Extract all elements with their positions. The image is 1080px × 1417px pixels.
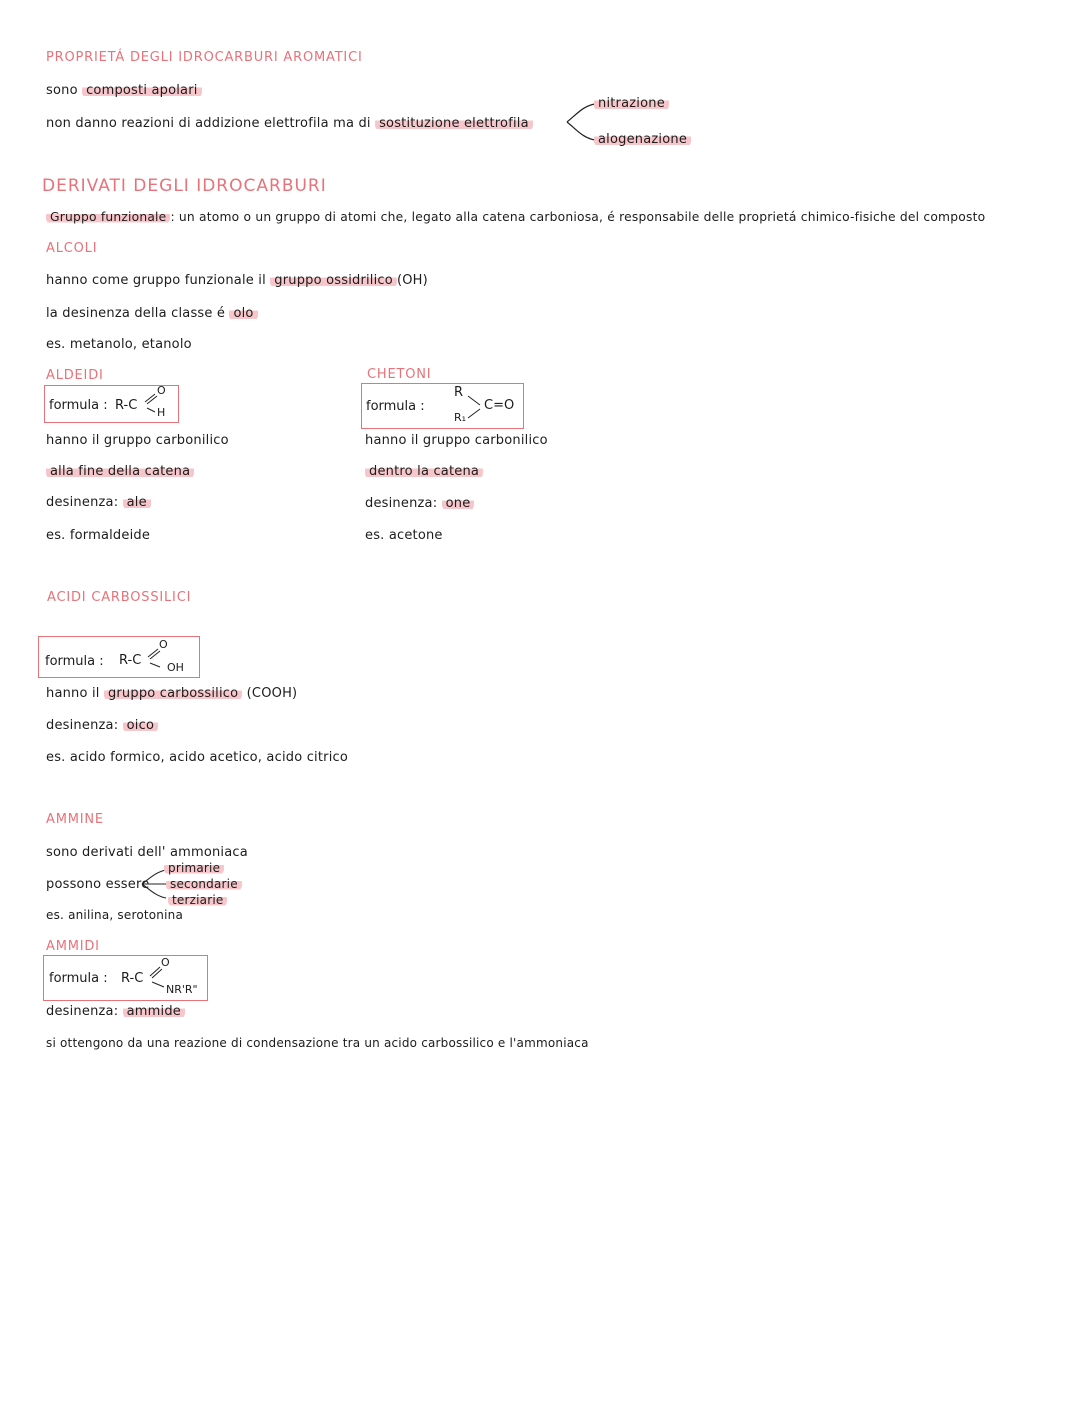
ammine-branch-3 xyxy=(168,893,227,907)
aldeidi-bond-lines xyxy=(143,392,163,416)
ammine-branch-2 xyxy=(166,877,242,891)
ammine-line-3: es. anilina, serotonina xyxy=(46,908,184,922)
derivati-title: DERIVATI DEGLI IDROCARBURI xyxy=(42,176,327,196)
chetoni-formula-label: formula : xyxy=(366,399,425,414)
ammidi-line-2: si ottengono da una reazione di condensazione tra un acido carbossilico e l'ammoniaca xyxy=(46,1036,589,1050)
alcoli-line-1-prefix: hanno come gruppo funzionale il xyxy=(46,273,266,288)
chetoni-line-3 xyxy=(365,496,474,511)
acidi-line-2-prefix: desinenza: xyxy=(46,718,119,733)
acidi-formula-oxygen: O xyxy=(159,638,168,651)
acidi-line-1 xyxy=(46,686,297,701)
chetoni-line-1: hanno il gruppo carbonilico xyxy=(365,433,548,448)
alcoli-line-1-highlight: gruppo ossidrilico xyxy=(270,273,397,288)
acidi-bond-lines xyxy=(146,645,168,669)
chetoni-formula-r1: R xyxy=(454,385,464,400)
ammine-title: AMMINE xyxy=(46,812,104,827)
ammidi-formula-main: R-C xyxy=(121,971,144,986)
ammidi-formula-sub: NR'R" xyxy=(166,983,198,996)
acidi-line-1-prefix: hanno il xyxy=(46,686,100,701)
aromatic-branch-top xyxy=(594,96,669,111)
aldeidi-formula-sub: H xyxy=(157,406,166,419)
acidi-formula-label: formula : xyxy=(45,654,104,669)
aromatic-line-2-prefix: non danno reazioni di addizione elettrofila ma di xyxy=(46,116,371,131)
alcoli-line-1 xyxy=(46,273,428,288)
acidi-line-2-highlight: oico xyxy=(123,718,158,733)
ammidi-bond-lines xyxy=(148,962,170,990)
chetoni-line-2-highlight: dentro la catena xyxy=(365,464,483,479)
chetoni-bond-lines xyxy=(466,392,486,422)
ammidi-title: AMMIDI xyxy=(46,939,100,954)
aldeidi-line-1: hanno il gruppo carbonilico xyxy=(46,433,229,448)
aromatic-line-1-prefix: sono xyxy=(46,83,78,98)
gruppo-funzionale-highlight: Gruppo funzionale xyxy=(46,210,170,224)
aldeidi-formula-label: formula : xyxy=(49,398,108,413)
aldeidi-line-2-highlight: alla fine della catena xyxy=(46,464,194,479)
aromatic-branch-lines xyxy=(565,100,595,144)
aromatic-line-2 xyxy=(46,116,533,131)
gruppo-funzionale-text: : un atomo o un gruppo di atomi che, legato alla catena carboniosa, é responsabile delle proprietá chimico-fisiche del composto xyxy=(170,210,986,224)
ammidi-formula-box xyxy=(43,955,208,1001)
acidi-formula-main: R-C xyxy=(119,653,142,668)
ammidi-formula-label: formula : xyxy=(49,971,108,986)
chetoni-line-4: es. acetone xyxy=(365,528,443,543)
terziarie-label: terziarie xyxy=(168,893,227,907)
acidi-line-1-highlight: gruppo carbossilico xyxy=(104,686,242,701)
acidi-formula-sub: OH xyxy=(167,661,184,674)
aromatic-line-2-highlight: sostituzione elettrofila xyxy=(375,116,533,131)
chetoni-formula-box xyxy=(361,383,524,429)
aldeidi-line-3-prefix: desinenza: xyxy=(46,495,119,510)
alcoli-line-3: es. metanolo, etanolo xyxy=(46,337,192,352)
ammidi-line-1 xyxy=(46,1004,185,1019)
gruppo-funzionale-definition xyxy=(46,210,985,224)
nitrazione-label: nitrazione xyxy=(594,96,669,111)
aldeidi-line-2 xyxy=(46,464,194,479)
aromatic-line-1 xyxy=(46,83,202,98)
chetoni-formula-r2: R₁ xyxy=(454,411,467,424)
aromatic-branch-bottom xyxy=(594,132,691,147)
aldeidi-formula-oxygen: O xyxy=(157,384,166,397)
chetoni-line-2 xyxy=(365,464,483,479)
alcoli-line-2-prefix: la desinenza della classe é xyxy=(46,306,226,321)
ammidi-line-1-highlight: ammide xyxy=(123,1004,185,1019)
ammine-branch-1 xyxy=(164,861,224,875)
aldeidi-line-4: es. formaldeide xyxy=(46,528,151,543)
secondarie-label: secondarie xyxy=(166,877,242,891)
alcoli-line-2-highlight: olo xyxy=(229,306,257,321)
chetoni-line-3-prefix: desinenza: xyxy=(365,496,438,511)
acidi-line-2 xyxy=(46,718,158,733)
aromatic-line-1-highlight: composti apolari xyxy=(82,83,202,98)
aldeidi-line-3 xyxy=(46,495,151,510)
primarie-label: primarie xyxy=(164,861,224,875)
alcoli-line-2 xyxy=(46,306,258,321)
alogenazione-label: alogenazione xyxy=(594,132,691,147)
alcoli-title: ALCOLI xyxy=(46,241,98,256)
chetoni-line-3-highlight: one xyxy=(442,496,475,511)
acidi-title: ACIDI CARBOSSILICI xyxy=(47,590,192,605)
ammidi-formula-oxygen: O xyxy=(161,956,170,969)
alcoli-line-1-suffix: (OH) xyxy=(396,273,428,288)
ammine-line-1: sono derivati dell' ammoniaca xyxy=(46,845,248,860)
acidi-line-1-suffix: (COOH) xyxy=(246,686,298,701)
ammine-line-2: possono essere xyxy=(46,877,150,892)
ammidi-line-1-prefix: desinenza: xyxy=(46,1004,119,1019)
aldeidi-formula-main: R-C xyxy=(115,398,138,413)
aldeidi-line-3-highlight: ale xyxy=(123,495,151,510)
aromatic-title: PROPRIETÁ DEGLI IDROCARBURI AROMATICI xyxy=(46,50,363,65)
chetoni-title: CHETONI xyxy=(367,367,432,382)
chetoni-formula-co: C=O xyxy=(484,398,515,413)
acidi-line-3: es. acido formico, acido acetico, acido citrico xyxy=(46,750,349,765)
aldeidi-formula-box xyxy=(44,385,179,423)
acidi-formula-box xyxy=(38,636,200,678)
aldeidi-title: ALDEIDI xyxy=(46,368,104,383)
